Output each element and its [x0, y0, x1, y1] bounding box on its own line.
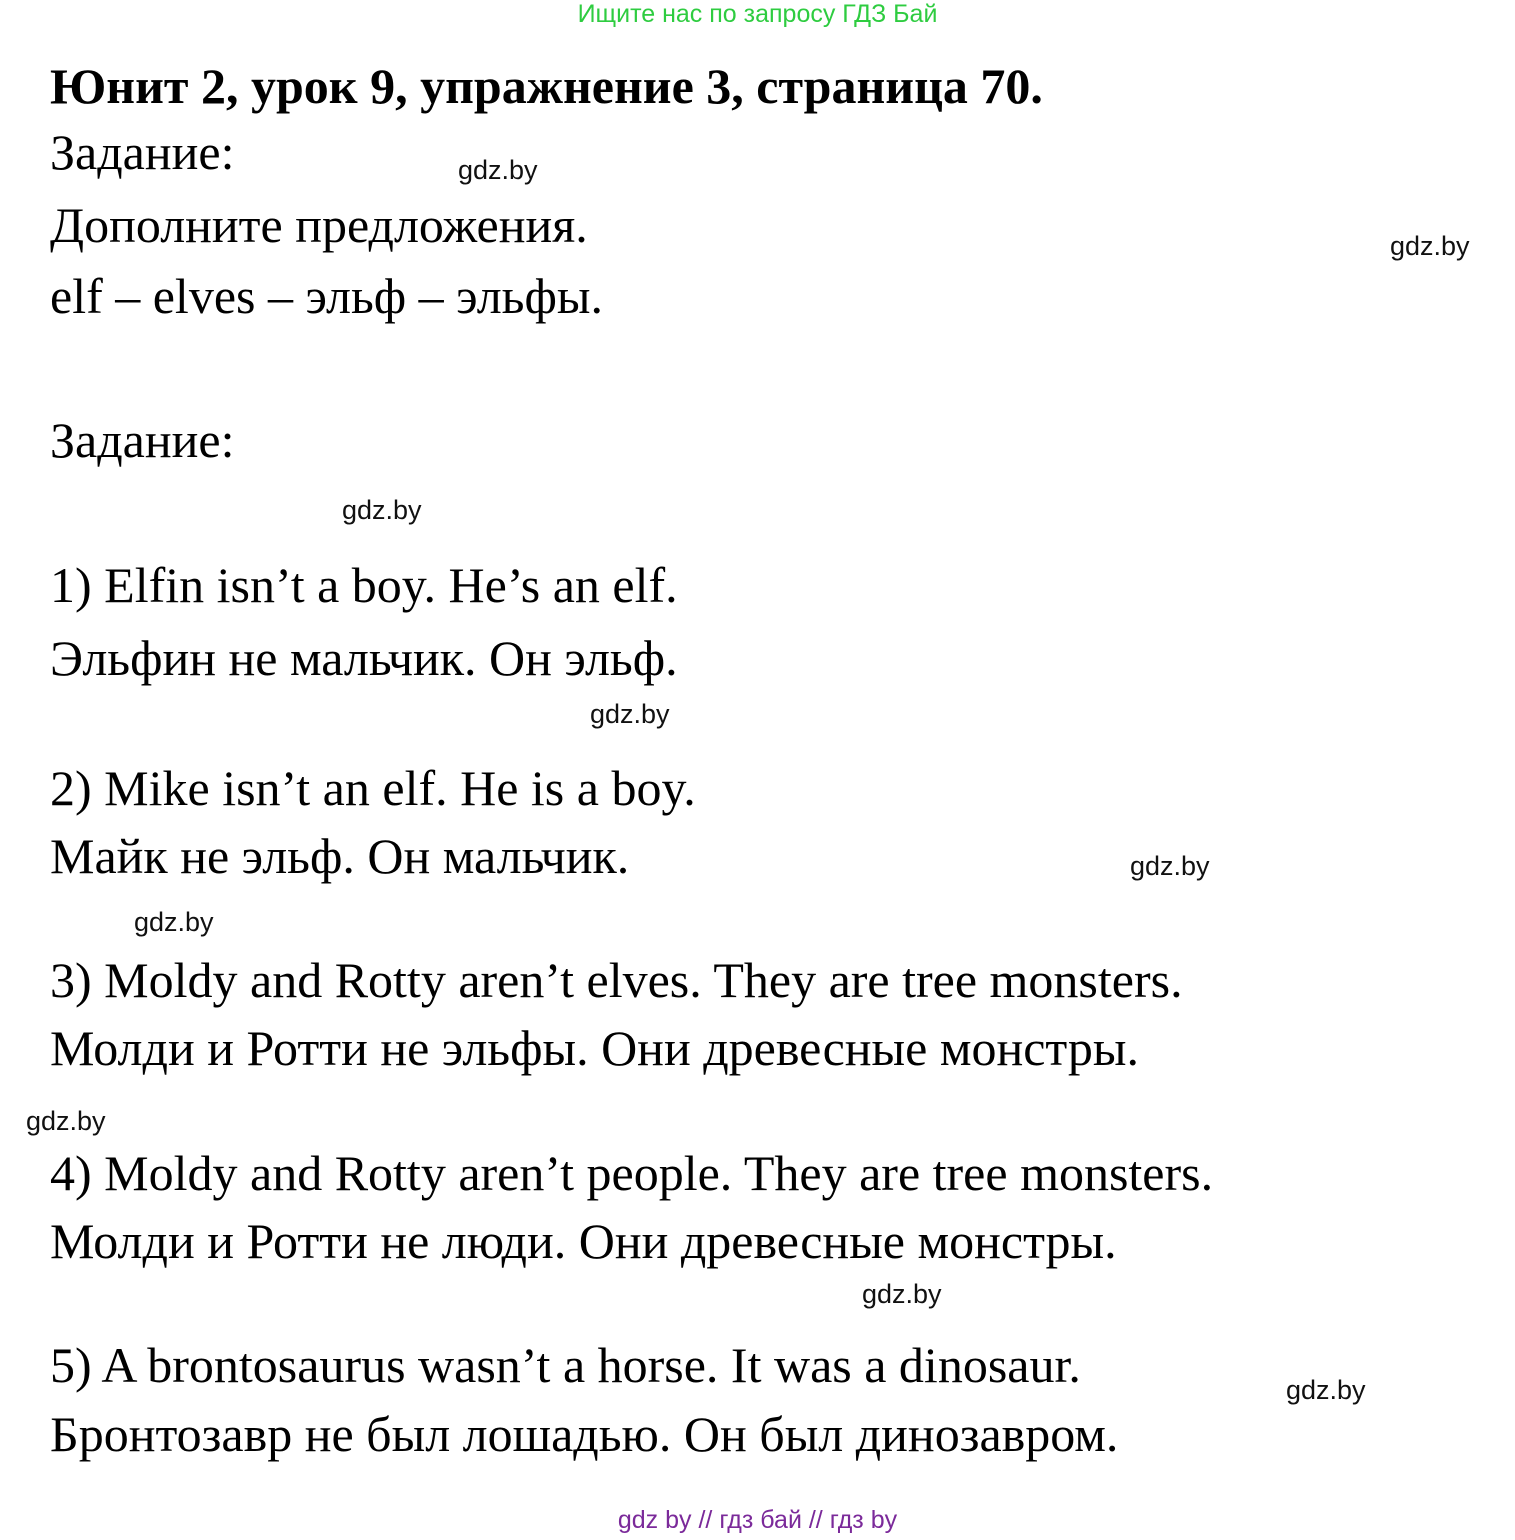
task-label: Задание: [50, 412, 235, 468]
answer-en: 3) Moldy and Rotty aren’t elves. They are tree monsters. [50, 952, 1183, 1008]
answer-ru: Молди и Ротти не люди. Они древесные монстры. [50, 1213, 1117, 1269]
answer-ru: Бронтозавр не был лошадью. Он был динозавром. [50, 1406, 1119, 1462]
watermark: gdz.by [1130, 851, 1210, 881]
answer-ru: Майк не эльф. Он мальчик. [50, 828, 630, 884]
answer-ru: Эльфин не мальчик. Он эльф. [50, 630, 678, 686]
answer-en: 1) Elfin isn’t a boy. He’s an elf. [50, 557, 678, 613]
watermark: gdz.by [590, 699, 670, 729]
watermark: gdz.by [1390, 231, 1470, 261]
watermark: gdz.by [134, 907, 214, 937]
vocab-note: elf – elves – эльф – эльфы. [50, 268, 603, 324]
watermark: gdz.by [342, 495, 422, 525]
page-title: Юнит 2, урок 9, упражнение 3, страница 70. [50, 58, 1043, 114]
answer-ru: Молди и Ротти не эльфы. Они древесные монстры. [50, 1020, 1139, 1076]
watermark: gdz.by [862, 1279, 942, 1309]
answer-en: 2) Mike isn’t an elf. He is a boy. [50, 760, 696, 816]
answer-en: 4) Moldy and Rotty aren’t people. They are tree monsters. [50, 1145, 1214, 1201]
watermark: gdz.by [1286, 1375, 1366, 1405]
watermark: gdz.by [26, 1106, 106, 1136]
top-banner: Ищите нас по запросу ГДЗ Бай [577, 0, 938, 28]
answer-en: 5) A brontosaurus wasn’t a horse. It was a dinosaur. [50, 1337, 1081, 1393]
task-label: Задание: [50, 124, 235, 180]
footer-watermark: gdz by // гдз бай // гдз by [617, 1506, 898, 1534]
instruction-text: Дополните предложения. [50, 197, 588, 253]
watermark: gdz.by [458, 155, 538, 185]
